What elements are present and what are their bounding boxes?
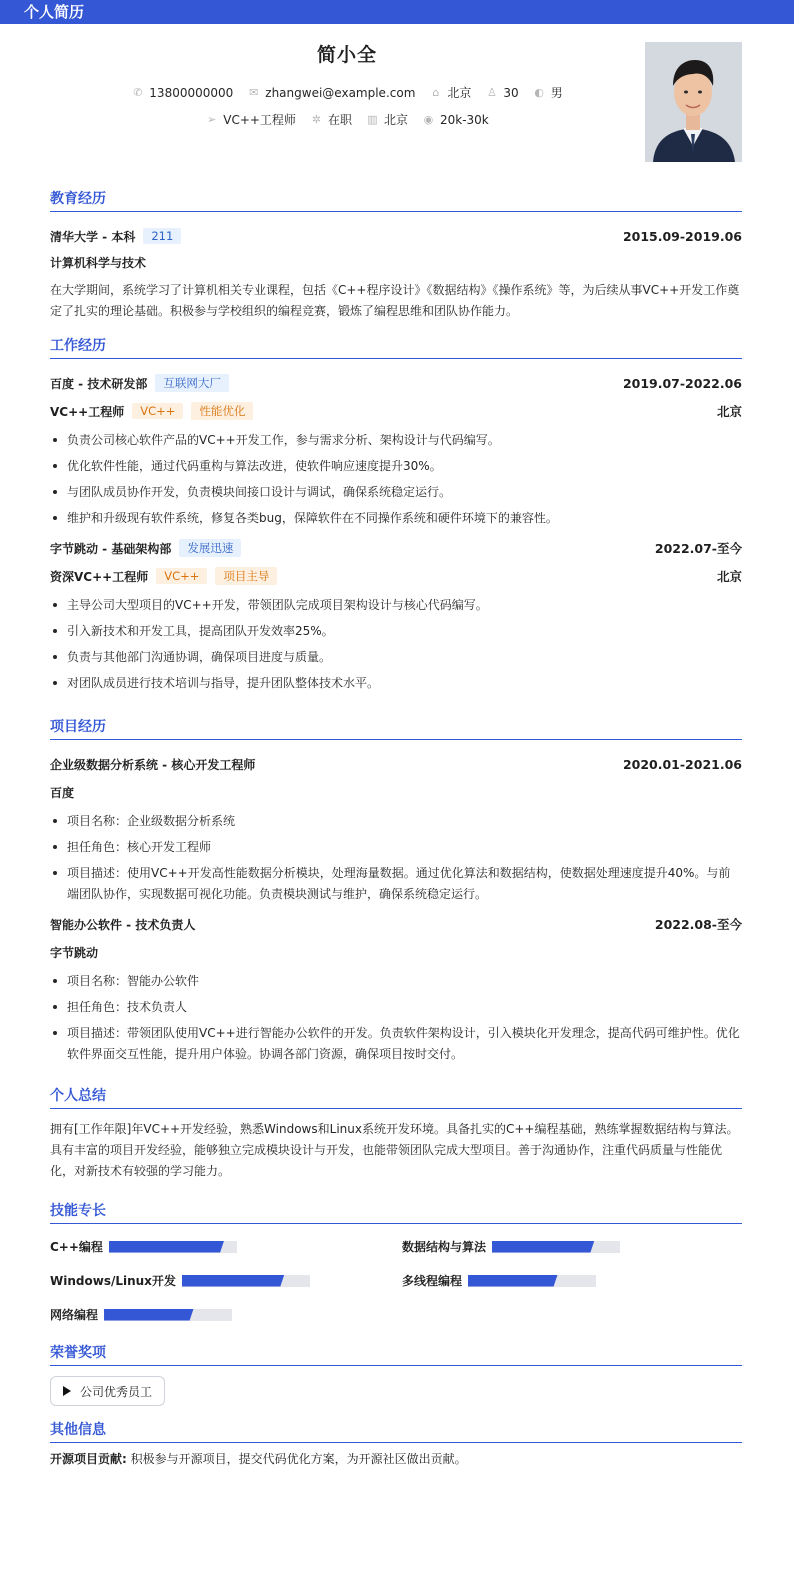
work-bullets [50,430,742,529]
list-item: 与团队成员协作开发，负责模块间接口设计与调试，确保系统稳定运行。 [50,482,742,503]
skill-name: 数据结构与算法 [402,1240,487,1254]
list-item: 引入新技术和开发工具，提高团队开发效率25%。 [50,621,742,642]
list-item: 担任角色：核心开发工程师 [50,837,742,858]
major: 计算机科学与技术 [50,256,147,270]
education-description: 在大学期间，系统学习了计算机相关专业课程，包括《C++程序设计》《数据结构》《操作系统》等，为后续从事VC++开发工作奠定了扎实的理论基础。积极参与学校组织的编程竞赛，锻炼了编程思维和团队协作能力。 [50,283,740,318]
other-title: 其他信息 [50,1419,742,1443]
school-tag: 211 [143,228,181,244]
skill-level-fill [492,1241,594,1253]
email-value: zhangwei@example.com [265,85,416,100]
award-item[interactable] [50,1376,165,1406]
company-tag: 互联网大厂 [155,374,229,392]
skill-name: Windows/Linux开发 [50,1274,176,1288]
awards-title: 荣誉奖项 [50,1342,742,1366]
target-city-value: 北京 [383,113,408,127]
city-value: 北京 [447,86,472,100]
phone-info [131,86,233,100]
awards-section [50,1342,742,1406]
skill-level-fill [182,1275,284,1287]
project-bullets [50,811,742,905]
work-item [50,534,742,694]
summary-section [50,1085,742,1182]
phone-value: 13800000000 [149,85,234,100]
skills-grid [50,1236,742,1325]
salary-info [422,113,489,127]
summary-title: 个人总结 [50,1085,742,1109]
project-name: 智能办公软件 - 技术负责人 [50,917,196,932]
skill-level-fill [109,1241,224,1253]
work-bullets [50,595,742,694]
position-value: VC++工程师 [223,113,296,127]
building-icon: ▥ [367,113,378,126]
list-item: 担任角色：技术负责人 [50,997,742,1018]
list-item: 项目描述：使用VC++开发高性能数据分析模块，处理海量数据。通过优化算法和数据结构，使数据处理速度提升40%。与前端团队协作，实现数据可视化功能。负责模块测试与维护，确保系统稳定运行。 [50,863,742,905]
skill-item [50,1270,402,1291]
age-info [485,86,518,100]
project-date: 2020.01-2021.06 [622,756,742,772]
phone-icon: ✆ [133,86,143,99]
work-title: 工作经历 [50,335,742,359]
project-name: 企业级数据分析系统 - 核心开发工程师 [50,757,256,772]
resume-page [0,24,794,1470]
project-bullets [50,971,742,1065]
education-head [50,222,742,250]
list-item: 负责与其他部门沟通协调，确保项目进度与质量。 [50,647,742,668]
list-item: 对团队成员进行技术培训与指导，提升团队整体技术水平。 [50,673,742,694]
education-section [50,188,742,322]
skill-level-bar [492,1241,620,1253]
gender-icon: ◐ [534,86,544,99]
education-date: 2015.09-2019.06 [622,228,742,244]
work-role-row [50,562,742,590]
skill-name: 网络编程 [50,1308,99,1322]
resume-title-bar [0,0,794,24]
target-city-info [366,111,408,128]
other-section [50,1419,742,1470]
project-item [50,750,742,905]
gender-value: 男 [550,86,563,100]
education-title: 教育经历 [50,188,742,212]
other-label: 开源项目贡献: [50,1452,127,1466]
project-item [50,910,742,1065]
work-location: 北京 [716,404,742,419]
position-info [205,111,296,128]
award-name: 公司优秀员工 [80,1384,153,1399]
caret-right-icon [63,1386,71,1396]
list-item: 项目名称：企业级数据分析系统 [50,811,742,832]
skill-item [50,1236,402,1257]
role-tag: 性能优化 [191,402,253,420]
role-tag: VC++ [156,568,207,584]
skill-level-fill [468,1275,558,1287]
home-icon: ⌂ [432,86,440,99]
project-org: 百度 [50,786,75,800]
skills-section [50,1200,742,1325]
skill-item [402,1270,742,1291]
list-item: 维护和升级现有软件系统，修复各类bug，保障软件在不同操作系统和硬件环境下的兼容性。 [50,508,742,529]
city-info [429,84,471,101]
skill-item [50,1304,402,1325]
contact-row [50,84,644,101]
avatar-photo [645,42,742,162]
work-item [50,369,742,529]
role-tag: 项目主导 [215,567,277,585]
work-date: 2022.07-至今 [654,541,742,556]
list-item: 主导公司大型项目的VC++开发，带领团队完成项目架构设计与核心代码编写。 [50,595,742,616]
skill-level-bar [182,1275,310,1287]
list-item: 负责公司核心软件产品的VC++开发工作，参与需求分析、架构设计与代码编写。 [50,430,742,451]
skill-level-bar [468,1275,596,1287]
status-info [310,111,352,128]
other-info [50,1449,742,1470]
profile-header [50,24,742,188]
salary-icon: ◉ [423,113,434,126]
skill-name: C++编程 [50,1240,103,1254]
status-value: 在职 [327,113,352,127]
skills-title: 技能专长 [50,1200,742,1224]
list-item: 优化软件性能，通过代码重构与算法改进，使软件响应速度提升30%。 [50,456,742,477]
work-section [50,335,742,694]
work-role-row [50,397,742,425]
job-intent-row [50,111,644,128]
projects-title: 项目经历 [50,716,742,740]
project-head [50,910,742,938]
project-date: 2022.08-至今 [654,917,742,932]
email-info [247,86,415,100]
avatar-portrait-icon [645,42,742,162]
skill-level-bar [109,1241,237,1253]
company-name: 字节跳动 - 基础架构部 [50,541,172,556]
project-head [50,750,742,778]
role-name: VC++工程师 [50,404,125,419]
project-org: 字节跳动 [50,946,99,960]
gender-info [533,84,563,101]
summary-text: 拥有[工作年限]年VC++开发经验，熟悉Windows和Linux系统开发环境。具备扎实的C++编程基础，熟练掌握数据结构与算法。具有丰富的项目开发经验，能够独立完成模块设计与开发，也能带领团队完成大型项目。善于沟通协作，注重代码质量与性能优化，对新技术有较强的学习能力。 [50,1122,739,1178]
list-item: 项目描述：带领团队使用VC++进行智能办公软件的开发。负责软件架构设计，引入模块化开发理念，提高代码可维护性。优化软件界面交互性能，提升用户体验。协调各部门资源，确保项目按时交付。 [50,1023,742,1065]
candidate-name: 简小全 [316,44,377,66]
other-text: 积极参与开源项目，提交代码优化方案，为开源社区做出贡献。 [130,1452,467,1466]
age-icon: ♙ [486,86,497,99]
school-name: 清华大学 - 本科 [50,229,136,244]
resume-title: 个人简历 [24,3,85,21]
role-tag: VC++ [132,403,183,419]
work-item-head [50,534,742,562]
skill-name: 多线程编程 [402,1274,463,1288]
work-date: 2019.07-2022.06 [622,375,742,391]
skill-level-bar [104,1309,232,1321]
status-icon: ✲ [311,113,322,126]
skill-level-fill [104,1309,194,1321]
projects-section [50,716,742,1065]
company-name: 百度 - 技术研发部 [50,376,148,391]
work-location: 北京 [716,569,742,584]
mail-icon: ✉ [249,86,259,99]
list-item: 项目名称：智能办公软件 [50,971,742,992]
role-name: 资深VC++工程师 [50,569,149,584]
age-value: 30 [503,85,519,100]
send-icon: ➢ [207,113,217,126]
company-tag: 发展迅速 [179,539,241,557]
salary-value: 20k-30k [439,112,489,127]
work-item-head [50,369,742,397]
skill-item [402,1236,742,1257]
